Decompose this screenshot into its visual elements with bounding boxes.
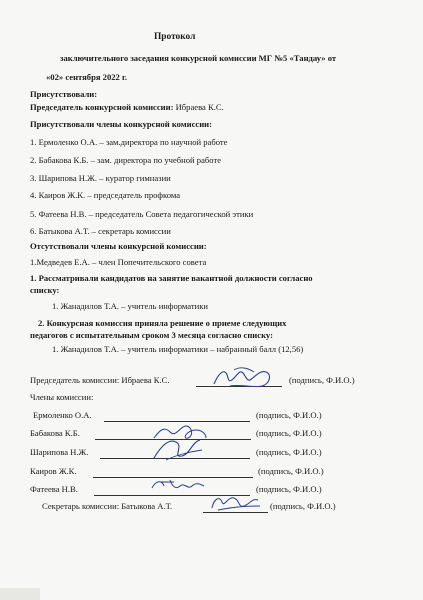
agenda-item-2-cont: педагогов с испытательным сроком 3 месяца согласно списку: (30, 330, 273, 340)
protocol-subtitle: заключительного заседания конкурсной комиссии МГ №5 «Тандау» от (60, 53, 337, 63)
chair-line (30, 102, 224, 113)
member-item: 5. Фатеева Н.В. – председатель Совета педагогической этики (30, 209, 254, 219)
member-signature-name: Фатеева Н.В. (30, 484, 78, 494)
secretary-signature (208, 490, 264, 514)
sign-hint: (подпись, Ф.И.О.) (256, 484, 322, 494)
protocol-title: Протокол (154, 32, 196, 42)
member-signature-name: Бабакова К.Б. (30, 428, 80, 438)
member-signature-name: Ермоленко О.А. (33, 410, 92, 420)
protocol-date: «02» сентября 2022 г. (46, 72, 128, 82)
members-signature-label: Члены комиссии: (30, 392, 94, 402)
member-item: 2. Бабакова К.Б. – зам. директора по учебной работе (30, 155, 222, 165)
member-signature (148, 434, 208, 464)
chair-name: Ибраева К.С. (173, 102, 224, 112)
sign-hint: (подпись, Ф.И.О.) (256, 447, 322, 457)
member-signature (148, 474, 208, 496)
chair-label: Председатель конкурсной комиссии: (30, 102, 174, 112)
agenda-item-1: 1. Рассматривали кандидатов на занятие вакантной должности согласно (30, 273, 313, 283)
sign-hint: (подпись, Ф.И.О.) (270, 501, 336, 511)
scan-artifact (0, 588, 40, 600)
member-item: 1. Ермоленко О.А. – зам.директора по научной работе (30, 137, 228, 147)
agenda-item-1-candidate: 1. Жанадилов Т.А. – учитель информатики (52, 301, 209, 311)
chair-signature-label: Председатель комиссии: Ибраева К.С. (30, 375, 170, 385)
members-heading: Присутствовали члены конкурсной комиссии: (30, 119, 212, 129)
member-item: 6. Батыкова А.Т. – секретарь комиссии (30, 226, 171, 236)
sign-hint: (подпись, Ф.И.О.) (256, 428, 322, 438)
agenda-item-2-candidate: 1. Жанадилов Т.А. – учитель информатики – набранный балл (12,56) (52, 344, 304, 354)
secretary-signature-label: Секретарь комиссии: Батыкова А.Т. (42, 501, 173, 511)
absent-item: 1.Медведев Е.А. – член Попечительского совета (30, 257, 207, 267)
chair-signature (210, 364, 280, 390)
sign-hint: (подпись, Ф.И.О.) (289, 375, 355, 385)
agenda-item-2: 2. Конкурсная комиссия приняла решение о приеме следующих (38, 318, 287, 328)
attendees-heading: Присутствовали: (30, 89, 98, 99)
sign-hint: (подпись, Ф.И.О.) (256, 410, 322, 420)
agenda-item-1-cont: списку: (30, 285, 60, 295)
sign-hint: (подпись, Ф.И.О.) (258, 466, 324, 476)
member-item: 3. Шарипова Н.Ж. – куратор гимназии (30, 173, 171, 183)
member-item: 4. Каиров Ж.К. – председатель профкома (30, 190, 181, 200)
member-signature-name: Каиров Ж.К. (30, 466, 77, 476)
absent-heading: Отсутствовали члены конкурсной комиссии: (30, 241, 207, 251)
member-signature-name: Шарипова Н.Ж. (30, 447, 89, 457)
